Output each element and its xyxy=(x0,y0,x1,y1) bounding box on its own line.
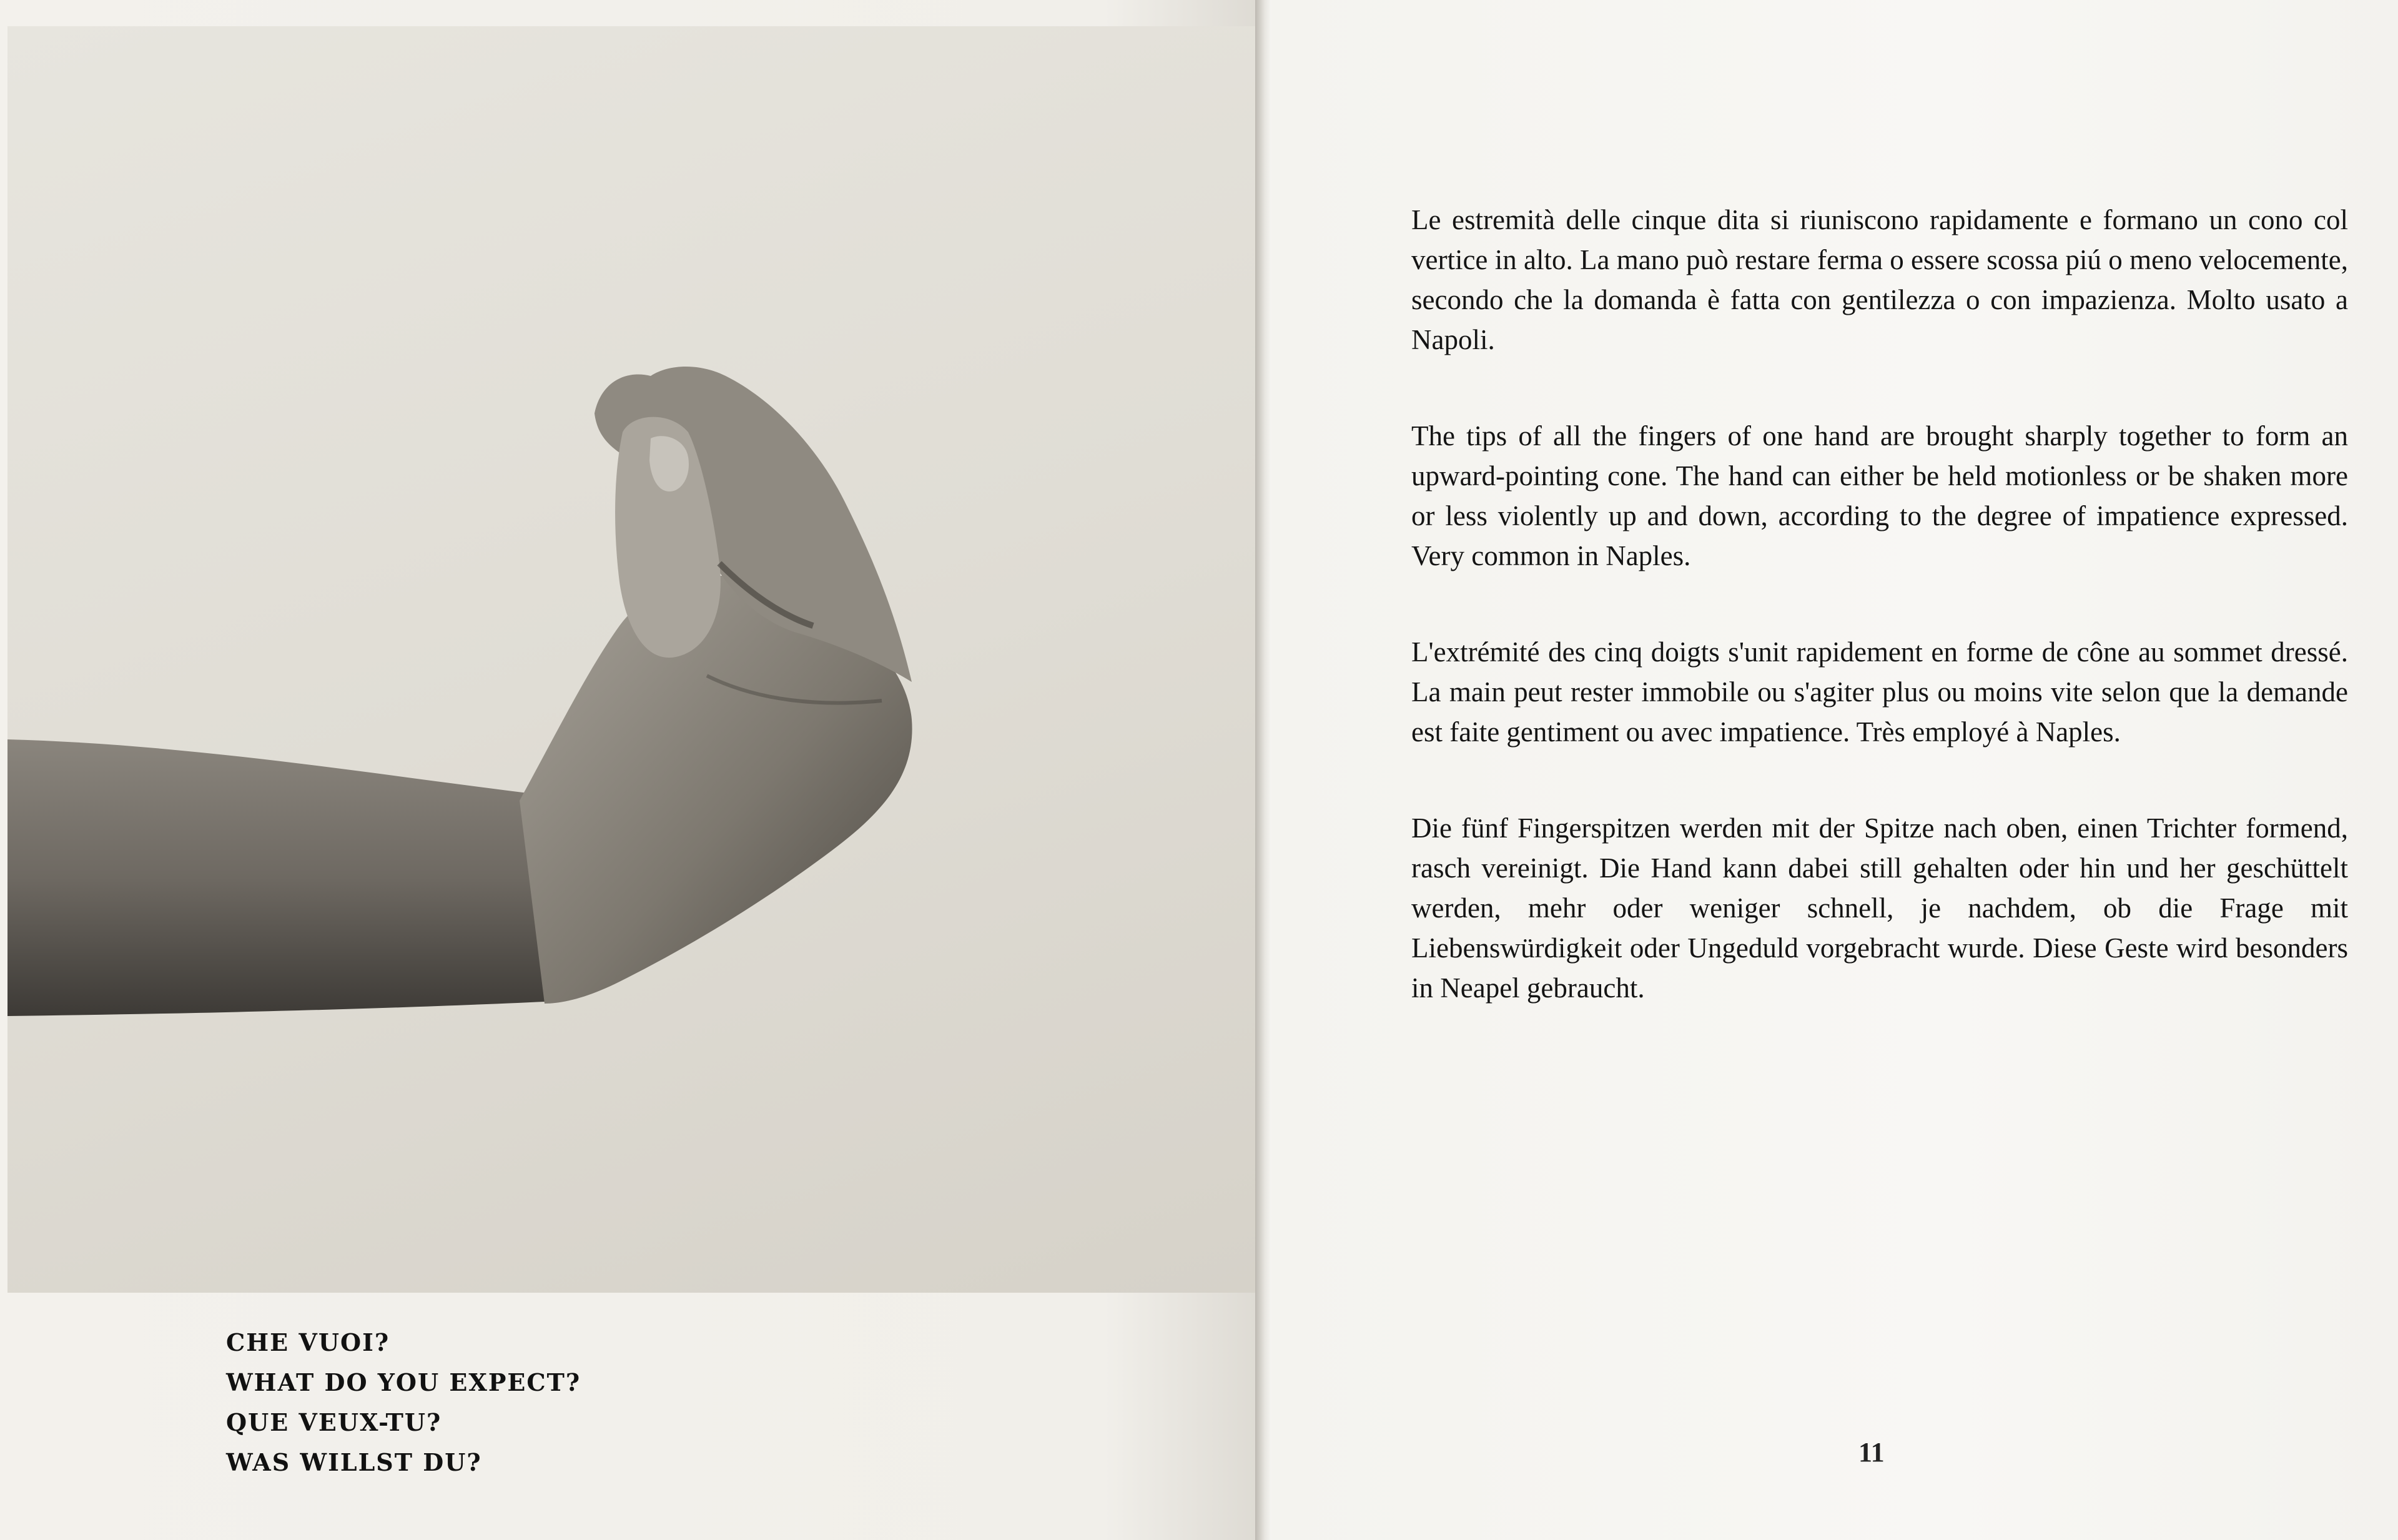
page-number: 11 xyxy=(1858,1437,1885,1468)
right-page xyxy=(1271,0,2398,1540)
description-text xyxy=(1411,200,2348,1064)
gesture-photo xyxy=(7,26,1255,1293)
caption-line-german: WAS WILLST DU? xyxy=(226,1448,482,1476)
hand-gesture-icon xyxy=(7,26,1255,1293)
caption-line-french: QUE VEUX-TU? xyxy=(226,1408,442,1436)
caption-line-italian: CHE VUOI? xyxy=(226,1328,390,1356)
gesture-caption xyxy=(226,1323,581,1483)
paragraph-english: The tips of all the fingers of one hand are brought sharply together to form an upward-pointing cone. The hand can either be held motionless or be shaken more or less violently up and down, according to the degree of impatience expressed. Very common in Naples. xyxy=(1411,420,2348,571)
paragraph-french: L'extrémité des cinq doigts s'unit rapidement en forme de cône au sommet dressé. La main peut rester immobile ou s'agiter plus ou moins vite selon que la demande est faite gentiment ou avec impatience. Très employé à Naples. xyxy=(1411,636,2348,748)
book-gutter xyxy=(1255,0,1271,1540)
caption-line-english: WHAT DO YOU EXPECT? xyxy=(226,1368,581,1396)
paragraph-german: Die fünf Fingerspitzen werden mit der Spitze nach oben, einen Trichter formend, rasch vereinigt. Die Hand kann dabei still gehalten oder hin und her geschüttelt werden, mehr oder weniger schnell, je nachdem, ob die Frage mit Liebenswürdigkeit oder Ungeduld vorgebracht wurde. Diese Geste wird besonders in Neapel gebraucht. xyxy=(1411,812,2348,1004)
paragraph-italian: Le estremità delle cinque dita si riuniscono rapidamente e formano un cono col vertice in alto. La mano può restare ferma o essere scossa piú o meno velocemente, secondo che la domanda è fatta con gentilezza o con impazienza. Molto usato a Napoli. xyxy=(1411,204,2348,355)
